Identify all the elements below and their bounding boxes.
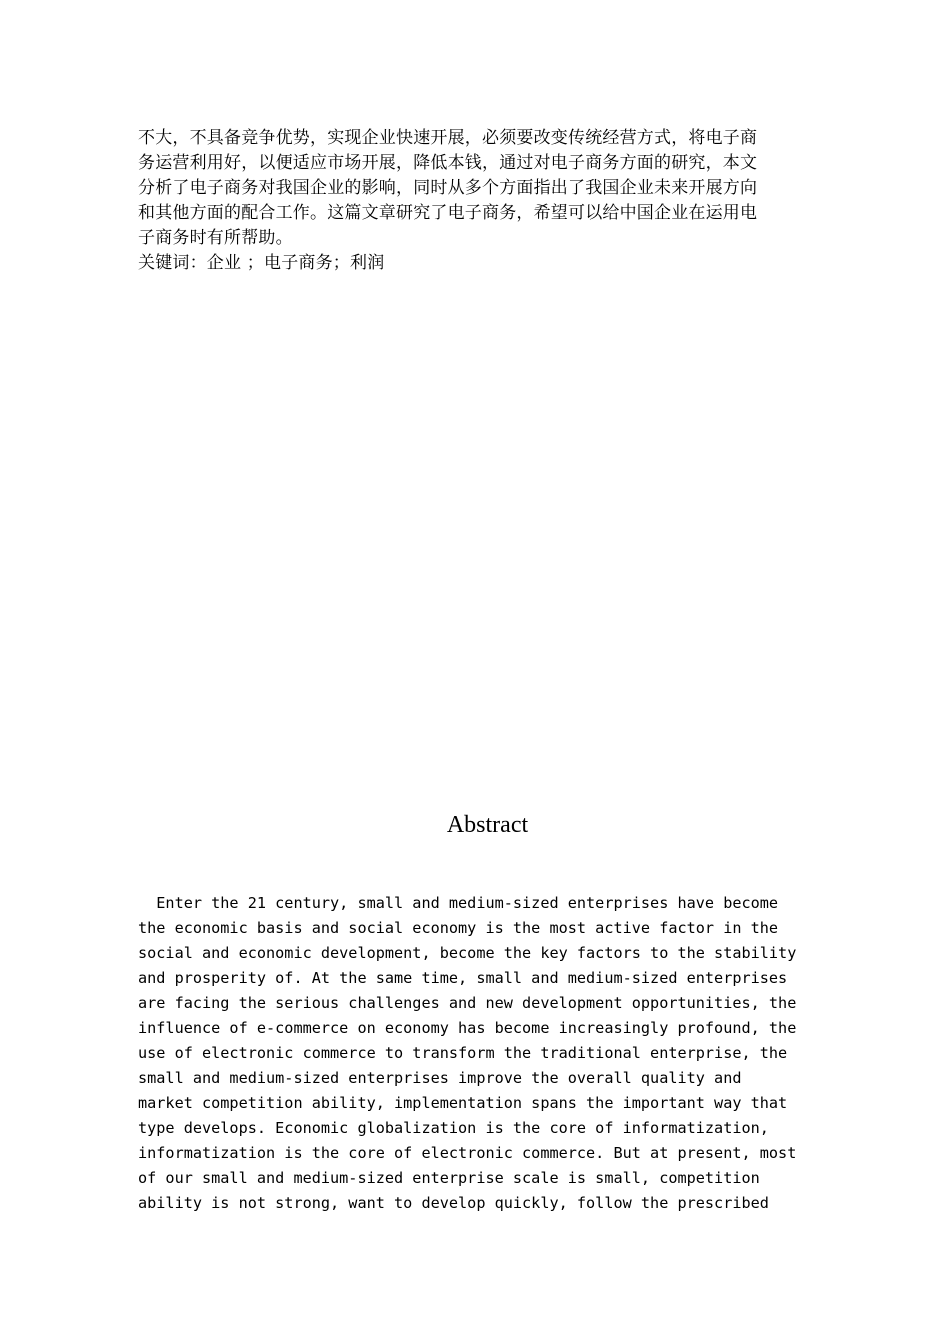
english-abstract-line: ability is not strong, want to develop quickly, follow the prescribed [138,1194,769,1212]
abstract-title: Abstract [446,812,529,838]
chinese-abstract-line: 子商务时有所帮助。 [138,228,293,248]
english-abstract-line: market competition ability, implementation spans the important way that [138,1094,788,1112]
english-abstract-line: of our small and medium-sized enterprise scale is small, competition [138,1169,760,1187]
english-abstract-line: use of electronic commerce to transform the traditional enterprise, the [138,1044,788,1062]
english-abstract-line: Enter the 21 century, small and medium-sized enterprises have become [138,894,779,912]
english-abstract-line: are facing the serious challenges and new development opportunities, the [138,994,797,1012]
english-abstract-line: the economic basis and social economy is the most active factor in the [138,919,779,937]
chinese-abstract-line: 务运营利用好，以便适应市场开展，降低本钱，通过对电子商务方面的研究，本文 [138,153,758,173]
english-abstract-line: social and economic development, become the key factors to the stability [138,944,797,962]
english-abstract-line: influence of e-commerce on economy has become increasingly profound, the [138,1019,797,1037]
chinese-abstract [138,126,828,276]
chinese-abstract-line: 分析了电子商务对我国企业的影响，同时从多个方面指出了我国企业未来开展方向 [138,178,758,198]
english-abstract-line: type develops. Economic globalization is the core of informatization, [138,1119,769,1137]
english-abstract-line: informatization is the core of electronic commerce. But at present, most [138,1144,797,1162]
english-abstract [138,891,838,1216]
chinese-abstract-line: 和其他方面的配合工作。这篇文章研究了电子商务，希望可以给中国企业在运用电 [138,203,758,223]
chinese-abstract-line: 不大，不具备竞争优势，实现企业快速开展，必须要改变传统经营方式，将电子商 [138,128,758,148]
english-abstract-line: small and medium-sized enterprises improve the overall quality and [138,1069,742,1087]
english-abstract-line: and prosperity of. At the same time, small and medium-sized enterprises [138,969,788,987]
keywords-line: 关键词：企业 ；电子商务；利润 [138,253,385,273]
